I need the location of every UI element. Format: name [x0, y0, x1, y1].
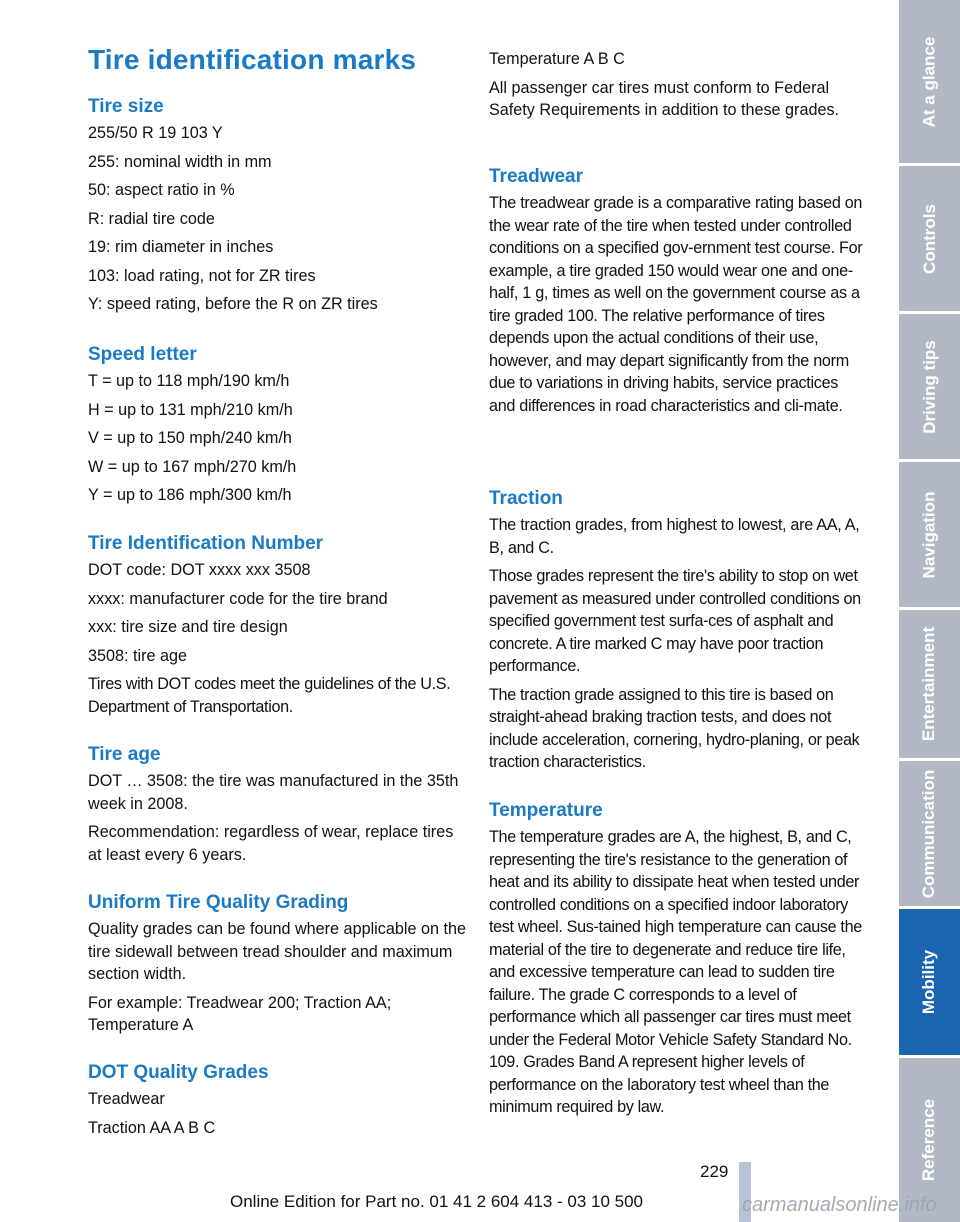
treadwear-section	[489, 165, 865, 417]
section-heading: Tire size	[88, 96, 164, 117]
section-heading: Tire Identification Number	[88, 533, 324, 554]
text-line: Y: speed rating, before the R on ZR tires	[88, 295, 378, 313]
text-line: V = up to 150 mph/240 km/h	[88, 429, 292, 447]
tab-at-a-glance[interactable]	[899, 0, 960, 163]
text-line: Temperature A B C	[489, 50, 625, 68]
section-heading: Uniform Tire Quality Grading	[88, 892, 349, 913]
tab-label: Entertainment	[919, 626, 939, 742]
watermark: carmanualsonline.info	[742, 1194, 937, 1216]
temperature-section	[489, 799, 865, 1119]
paragraph: The traction grade assigned to this tire is based on straight-ahead braking traction tests, and does not include acceleration, cornering, hydro-planing, or peak traction characteristics.	[489, 685, 860, 771]
text-line: 19: rim diameter in inches	[88, 238, 274, 256]
traction-section	[489, 487, 865, 774]
tab-label: At a glance	[919, 36, 939, 127]
text-line: 255: nominal width in mm	[88, 152, 272, 171]
section-heading: DOT Quality Grades	[88, 1062, 269, 1083]
text-line: 3508: tire age	[88, 646, 187, 665]
text-line: 255/50 R 19 103 Y	[88, 124, 223, 142]
dot-grades-section	[88, 1061, 466, 1139]
text-line: xxxx: manufacturer code for the tire brand	[88, 589, 388, 608]
text-line: Treadwear	[88, 1090, 165, 1108]
footer-text: Online Edition for Part no. 01 41 2 604 413 - 03 10 500	[230, 1192, 644, 1211]
section-heading: Speed letter	[88, 344, 197, 365]
paragraph: Quality grades can be found where applicable on the tire sidewall between tread shoulder and maximum section width.	[88, 920, 466, 983]
text-line: T = up to 118 mph/190 km/h	[88, 372, 290, 390]
page-title: Tire identification marks	[88, 44, 417, 75]
text-line: 50: aspect ratio in %	[88, 181, 235, 199]
tab-label: Mobility	[919, 949, 939, 1015]
page-number: 229	[700, 1162, 729, 1181]
tab-navigation[interactable]	[899, 462, 960, 607]
tab-controls[interactable]	[899, 166, 960, 311]
speed-letter-section	[88, 343, 466, 507]
text-line: xxx: tire size and tire design	[88, 618, 288, 636]
tab-label: Navigation	[919, 491, 939, 578]
paragraph: The treadwear grade is a comparative rating based on the wear rate of the tire when tested under controlled conditions on a specified gov-ernment test course. For example, a tire graded 150 would wear one and one-half, 1 g, times as well on the government course as a tire graded 100. The relative performance of tires depends upon the actual conditions of their use, however, and may depart significantly from the norm due to variations in driving habits, service practices and differences in road characteristics and cli-mate.	[489, 194, 863, 415]
section-heading: Treadwear	[489, 166, 583, 187]
paragraph: Recommendation: regardless of wear, replace tires at least every 6 years.	[88, 823, 454, 864]
text-line: R: radial tire code	[88, 209, 215, 228]
section-heading: Tire age	[88, 744, 161, 765]
tab-driving-tips[interactable]	[899, 314, 960, 459]
utqg-section	[88, 891, 466, 1037]
paragraph: The temperature grades are A, the highest, B, and C, representing the tire's resistance to the generation of heat and its ability to dissipate heat when tested under controlled conditions on a specified indoor laboratory test wheel. Sus-tained high temperature can cause the material of the tire to degenerate and reduce tire life, and excessive temperature can lead to sudden tire failure. The grade C corresponds to a level of performance which all passenger car tires must meet under the Federal Motor Vehicle Safety Standard No. 109. Grades Band A represent higher levels of performance on the laboratory test wheel than the minimum required by law.	[489, 828, 862, 1116]
text-line: W = up to 167 mph/270 km/h	[88, 457, 297, 476]
section-heading: Temperature	[489, 800, 603, 821]
tab-label: Reference	[919, 1098, 939, 1182]
tab-entertainment[interactable]	[899, 610, 960, 758]
tire-size-section	[88, 95, 466, 316]
paragraph: For example: Treadwear 200; Traction AA; Temperature A	[88, 993, 392, 1034]
text-line: Traction AA A B C	[88, 1118, 216, 1137]
paragraph: All passenger car tires must conform to Federal Safety Requirements in addition to these grades.	[489, 78, 840, 119]
paragraph: Tires with DOT codes meet the guidelines of the U.S. Department of Transportation.	[88, 675, 451, 716]
text-line: 103: load rating, not for ZR tires	[88, 266, 316, 285]
paragraph: DOT … 3508: the tire was manufactured in the 35th week in 2008.	[88, 772, 459, 813]
chapter-tabs	[899, 0, 960, 1222]
text-line: Y = up to 186 mph/300 km/h	[88, 486, 292, 504]
tab-label: Driving tips	[919, 339, 939, 434]
tab-mobility[interactable]	[899, 909, 960, 1055]
text-line: DOT code: DOT xxxx xxx 3508	[88, 561, 311, 579]
tab-label: Controls	[919, 203, 939, 274]
tire-age-section	[88, 743, 466, 866]
text-line: H = up to 131 mph/210 km/h	[88, 400, 293, 419]
tab-label: Communication	[919, 769, 939, 898]
section-heading: Traction	[489, 488, 563, 509]
tin-section	[88, 532, 466, 718]
intro-section	[489, 48, 865, 122]
paragraph: The traction grades, from highest to lowest, are AA, A, B, and C.	[489, 516, 860, 557]
paragraph: Those grades represent the tire's ability to stop on wet pavement as measured under controlled conditions on specified government test surfa-ces of asphalt and concrete. A tire marked C may have poor traction performance.	[489, 567, 861, 675]
tab-communication[interactable]	[899, 761, 960, 906]
